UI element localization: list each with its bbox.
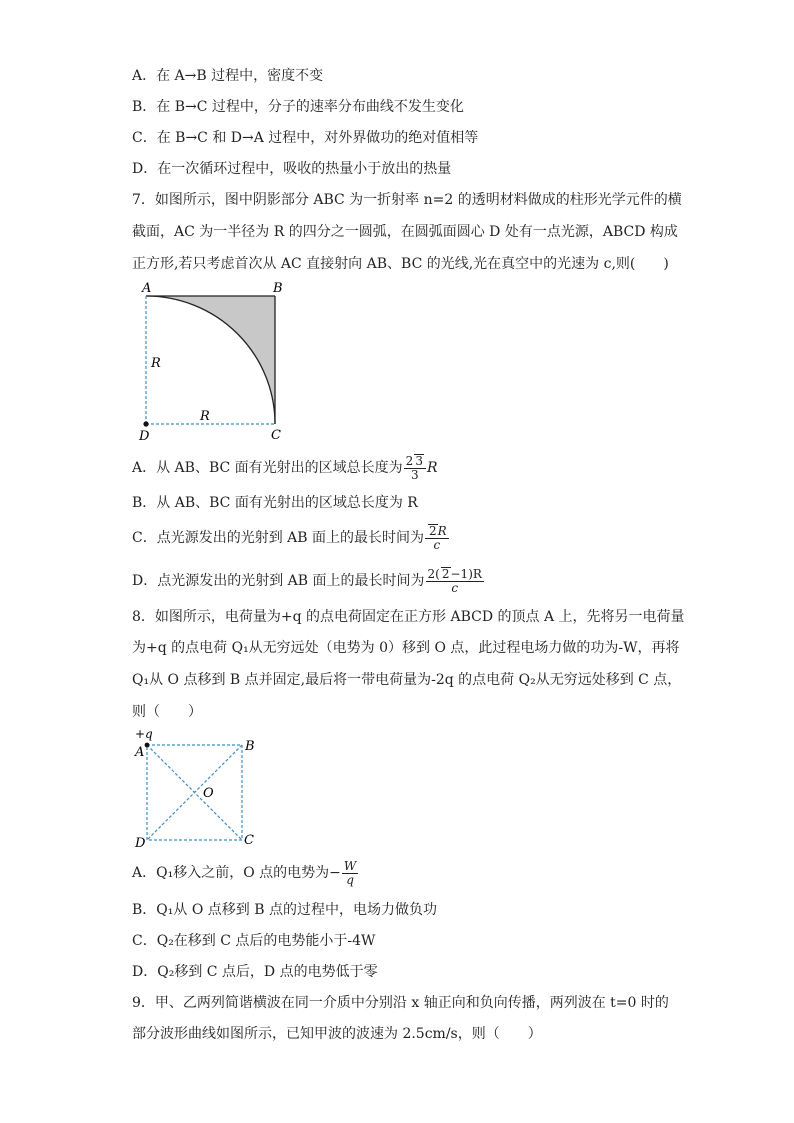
q7-label-b: B bbox=[273, 281, 283, 296]
q7-label-d: D bbox=[139, 429, 150, 444]
q8-stem-line-3: Q₁从 O 点移到 B 点并固定,最后将一带电荷量为-2q 的点电荷 Q₂从无穷远处移到 C 点， bbox=[132, 672, 682, 688]
q8-label-b: B bbox=[245, 739, 255, 754]
q7-option-d[interactable] bbox=[132, 563, 485, 599]
q6-option-d[interactable]: D．在一次循环过程中，吸收的热量小于放出的热量 bbox=[132, 161, 452, 177]
q8-label-c: C bbox=[244, 833, 254, 848]
q7-option-c-fraction: $\frac{2R}{c}$ bbox=[425, 524, 449, 552]
q9-stem-line-2: 部分波形曲线如图所示，已知甲波的波速为 2.5cm/s，则（ ） bbox=[132, 1026, 542, 1042]
q7-option-a-text: A．从 AB、BC 面有光射出的区域总长度为 bbox=[132, 460, 403, 476]
q7-option-a-fraction: $\frac{2 3}{3}$ bbox=[404, 454, 426, 482]
q7-option-d-text: D．点光源发出的光射到 AB 面上的最长时间为 bbox=[132, 573, 425, 589]
q7-point-source bbox=[143, 421, 148, 426]
q7-option-b[interactable]: B．从 AB、BC 面有光射出的区域总长度为 R bbox=[132, 495, 418, 511]
q8-label-d: D bbox=[135, 836, 146, 851]
q8-stem-line-1: 8．如图所示，电荷量为+q 的点电荷固定在正方形 ABCD 的顶点 A 上，先将另一电荷量 bbox=[132, 609, 685, 625]
q7-label-r-side: R bbox=[151, 356, 161, 371]
q8-stem-line-2: 为+q 的点电荷 Q₁从无穷远处（电势为 0）移到 O 点，此过程电场力做的功为-W，再将 bbox=[132, 640, 680, 656]
q8-option-c[interactable]: C．Q₂在移到 C 点后的电势能小于-4W bbox=[132, 933, 376, 949]
q7-stem-line-2: 截面，AC 为一半径为 R 的四分之一圆弧，在圆弧面圆心 D 处有一点光源，ABCD 构成 bbox=[132, 224, 678, 240]
q8-charge-point bbox=[145, 743, 150, 748]
q7-label-r-bottom: R bbox=[200, 409, 210, 424]
q6-option-c[interactable]: C．在 B→C 和 D→A 过程中，对外界做功的绝对值相等 bbox=[132, 130, 479, 146]
q7-label-a: A bbox=[142, 281, 152, 296]
q8-option-d[interactable]: D．Q₂移到 C 点后，D 点的电势低于零 bbox=[132, 964, 378, 980]
q7-stem-line-3: 正方形,若只考虑首次从 AC 直接射向 AB、BC 的光线,光在真空中的光速为 c,则( ) bbox=[132, 256, 669, 272]
q6-option-a[interactable]: A．在 A→B 过程中，密度不变 bbox=[132, 68, 324, 84]
q7-option-d-fraction: $\frac{2( 2-1)R}{c}$ bbox=[427, 567, 482, 595]
q7-option-a[interactable]: A．从 AB、BC 面有光射出的区域总长度为 $\frac{2 3}{3}$ R bbox=[132, 454, 438, 482]
q8-figure bbox=[132, 726, 262, 852]
q8-option-a-fraction: $\frac{W}{q}$ bbox=[343, 858, 357, 887]
q7-shaded-region bbox=[146, 296, 275, 424]
q9-stem-line-1: 9．甲、乙两列简谐横波在同一介质中分别沿 x 轴正向和负向传播，两列波在 t=0 时的 bbox=[132, 995, 669, 1011]
q6-option-b[interactable]: B．在 B→C 过程中，分子的速率分布曲线不发生变化 bbox=[132, 99, 464, 115]
q7-option-c-text: C．点光源发出的光射到 AB 面上的最长时间为 bbox=[132, 530, 425, 546]
q7-stem-line-1: 7．如图所示，图中阴影部分 ABC 为一折射率 n=2 的透明材料做成的柱形光学元件的横 bbox=[132, 192, 682, 208]
q8-label-o: O bbox=[203, 786, 214, 801]
q8-option-b[interactable]: B．Q₁从 O 点移到 B 点的过程中，电场力做负功 bbox=[132, 902, 437, 918]
q8-stem-line-4: 则（ ） bbox=[132, 704, 202, 720]
q7-label-c: C bbox=[271, 428, 281, 443]
q8-option-a-text: A．Q₁移入之前，O 点的电势为 bbox=[132, 865, 330, 881]
q8-label-charge: +q bbox=[135, 727, 153, 741]
q8-label-a: A bbox=[135, 745, 145, 760]
q7-option-c[interactable] bbox=[132, 520, 450, 556]
q7-figure bbox=[134, 280, 294, 445]
q8-option-a[interactable]: A．Q₁移入之前，O 点的电势为− $\frac{W}{q}$ bbox=[132, 858, 357, 887]
